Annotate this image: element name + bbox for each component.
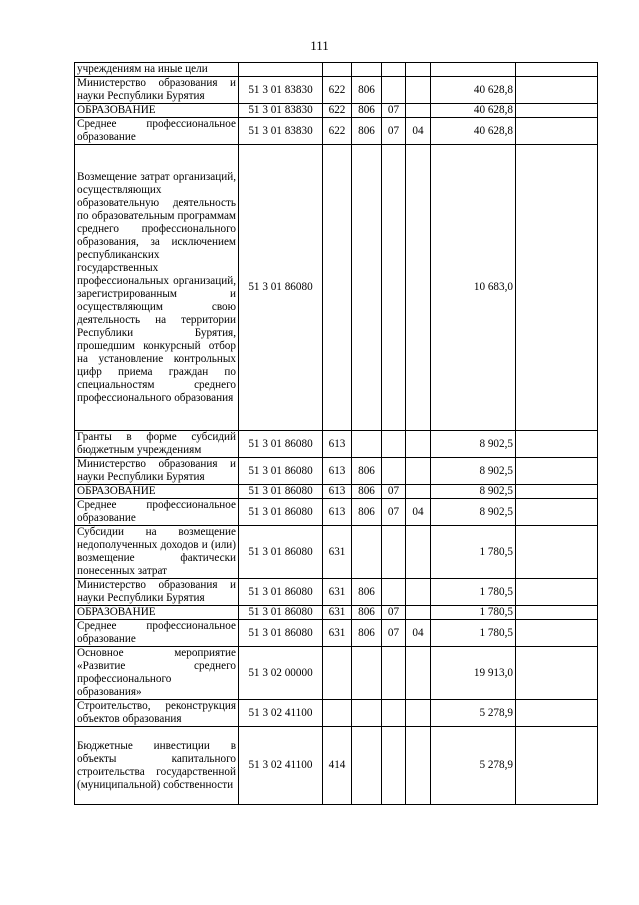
target-article-code-cell: 51 3 01 86080	[239, 499, 323, 526]
amount-cell: 8 902,5	[431, 458, 516, 485]
subsection-code-cell	[406, 485, 431, 499]
amount-cell: 10 683,0	[431, 145, 516, 431]
extra-cell	[516, 145, 598, 431]
expense-type-cell: 613	[323, 431, 352, 458]
subsection-code-cell	[406, 145, 431, 431]
table-row	[75, 118, 598, 145]
expense-type-cell	[323, 700, 352, 727]
subsection-code-cell	[406, 77, 431, 104]
ministry-code-cell	[352, 700, 382, 727]
subsection-code-cell	[406, 458, 431, 485]
row-name-cell: учреждениям на иные цели	[75, 63, 239, 77]
ministry-code-cell: 806	[352, 620, 382, 647]
extra-cell	[516, 485, 598, 499]
expense-type-cell: 613	[323, 485, 352, 499]
table-row	[75, 458, 598, 485]
ministry-code-cell	[352, 647, 382, 700]
subsection-code-cell	[406, 606, 431, 620]
amount-cell: 1 780,5	[431, 606, 516, 620]
table-row	[75, 579, 598, 606]
target-article-code-cell: 51 3 01 83830	[239, 118, 323, 145]
row-name-cell: Субсидии на возмещение недополученных доходов и (или) возмещение фактически понесенных затрат	[75, 526, 239, 579]
ministry-code-cell: 806	[352, 579, 382, 606]
section-code-cell	[382, 579, 406, 606]
amount-cell: 40 628,8	[431, 118, 516, 145]
row-name-cell: Бюджетные инвестиции в объекты капитального строительства государственной (муниципальной) собственности	[75, 727, 239, 805]
extra-cell	[516, 606, 598, 620]
extra-cell	[516, 620, 598, 647]
subsection-code-cell	[406, 431, 431, 458]
extra-cell	[516, 526, 598, 579]
ministry-code-cell: 806	[352, 458, 382, 485]
ministry-code-cell: 806	[352, 118, 382, 145]
table-row	[75, 77, 598, 104]
target-article-code-cell: 51 3 01 83830	[239, 77, 323, 104]
extra-cell	[516, 431, 598, 458]
expense-type-cell: 631	[323, 579, 352, 606]
row-name-cell: Министерство образования и науки Республики Бурятия	[75, 77, 239, 104]
expense-type-cell: 631	[323, 606, 352, 620]
section-code-cell	[382, 458, 406, 485]
amount-cell: 8 902,5	[431, 485, 516, 499]
target-article-code-cell: 51 3 01 86080	[239, 606, 323, 620]
extra-cell	[516, 77, 598, 104]
target-article-code-cell: 51 3 01 86080	[239, 620, 323, 647]
expense-type-cell: 631	[323, 620, 352, 647]
expense-type-cell: 631	[323, 526, 352, 579]
ministry-code-cell	[352, 526, 382, 579]
table-row	[75, 700, 598, 727]
table-row	[75, 620, 598, 647]
expense-type-cell: 414	[323, 727, 352, 805]
subsection-code-cell	[406, 63, 431, 77]
target-article-code-cell: 51 3 02 00000	[239, 647, 323, 700]
extra-cell	[516, 458, 598, 485]
ministry-code-cell: 806	[352, 606, 382, 620]
table-row	[75, 647, 598, 700]
target-article-code-cell: 51 3 02 41100	[239, 727, 323, 805]
extra-cell	[516, 104, 598, 118]
row-name-cell: Среднее профессиональное образование	[75, 499, 239, 526]
section-code-cell: 07	[382, 499, 406, 526]
section-code-cell: 07	[382, 620, 406, 647]
row-name-cell: Среднее профессиональное образование	[75, 620, 239, 647]
target-article-code-cell: 51 3 01 86080	[239, 485, 323, 499]
table-row	[75, 499, 598, 526]
section-code-cell: 07	[382, 118, 406, 145]
page-number: 111	[310, 38, 329, 53]
section-code-cell	[382, 700, 406, 727]
subsection-code-cell	[406, 647, 431, 700]
extra-cell	[516, 63, 598, 77]
subsection-code-cell: 04	[406, 499, 431, 526]
target-article-code-cell: 51 3 01 86080	[239, 458, 323, 485]
extra-cell	[516, 647, 598, 700]
ministry-code-cell	[352, 727, 382, 805]
ministry-code-cell	[352, 145, 382, 431]
subsection-code-cell: 04	[406, 118, 431, 145]
amount-cell: 40 628,8	[431, 104, 516, 118]
extra-cell	[516, 579, 598, 606]
subsection-code-cell	[406, 104, 431, 118]
table-row	[75, 104, 598, 118]
section-code-cell	[382, 647, 406, 700]
extra-cell	[516, 499, 598, 526]
table-row	[75, 526, 598, 579]
section-code-cell	[382, 526, 406, 579]
table-row	[75, 431, 598, 458]
expense-type-cell	[323, 145, 352, 431]
subsection-code-cell	[406, 579, 431, 606]
row-name-cell: Министерство образования и науки Республики Бурятия	[75, 458, 239, 485]
row-name-cell: Министерство образования и науки Республики Бурятия	[75, 579, 239, 606]
section-code-cell	[382, 431, 406, 458]
expense-type-cell: 622	[323, 77, 352, 104]
expense-type-cell	[323, 63, 352, 77]
expense-type-cell: 622	[323, 104, 352, 118]
expense-type-cell	[323, 647, 352, 700]
section-code-cell	[382, 727, 406, 805]
amount-cell: 1 780,5	[431, 620, 516, 647]
target-article-code-cell	[239, 63, 323, 77]
ministry-code-cell: 806	[352, 499, 382, 526]
budget-table	[74, 62, 598, 805]
row-name-cell: Основное мероприятие «Развитие среднего профессионального образования»	[75, 647, 239, 700]
extra-cell	[516, 118, 598, 145]
amount-cell: 1 780,5	[431, 526, 516, 579]
amount-cell: 5 278,9	[431, 700, 516, 727]
subsection-code-cell: 04	[406, 620, 431, 647]
extra-cell	[516, 727, 598, 805]
ministry-code-cell	[352, 431, 382, 458]
subsection-code-cell	[406, 727, 431, 805]
target-article-code-cell: 51 3 01 86080	[239, 431, 323, 458]
row-name-cell: ОБРАЗОВАНИЕ	[75, 104, 239, 118]
section-code-cell: 07	[382, 485, 406, 499]
section-code-cell: 07	[382, 606, 406, 620]
target-article-code-cell: 51 3 01 86080	[239, 526, 323, 579]
ministry-code-cell	[352, 63, 382, 77]
amount-cell: 5 278,9	[431, 727, 516, 805]
amount-cell: 8 902,5	[431, 431, 516, 458]
amount-cell: 19 913,0	[431, 647, 516, 700]
row-name-cell: Возмещение затрат организаций, осуществляющих образовательную деятельность по образовательным программам среднего профессионального образования, за исключением республиканских государственных профессиональных организаций, зарегистрированным и осуществляющим свою деятельность на территории Республики Бурятия, прошедшим конкурсный отбор на установление контрольных цифр приема граждан по специальностям среднего профессионального образования	[75, 145, 239, 431]
amount-cell: 8 902,5	[431, 499, 516, 526]
table-body	[75, 63, 598, 805]
target-article-code-cell: 51 3 02 41100	[239, 700, 323, 727]
section-code-cell	[382, 63, 406, 77]
expense-type-cell: 622	[323, 118, 352, 145]
ministry-code-cell: 806	[352, 77, 382, 104]
row-name-cell: ОБРАЗОВАНИЕ	[75, 485, 239, 499]
ministry-code-cell: 806	[352, 104, 382, 118]
expense-type-cell: 613	[323, 499, 352, 526]
section-code-cell: 07	[382, 104, 406, 118]
table-row	[75, 606, 598, 620]
target-article-code-cell: 51 3 01 86080	[239, 579, 323, 606]
row-name-cell: Среднее профессиональное образование	[75, 118, 239, 145]
extra-cell	[516, 700, 598, 727]
table-row	[75, 727, 598, 805]
expense-type-cell: 613	[323, 458, 352, 485]
section-code-cell	[382, 145, 406, 431]
ministry-code-cell: 806	[352, 485, 382, 499]
table-row	[75, 485, 598, 499]
row-name-cell: Строительство, реконструкция объектов образования	[75, 700, 239, 727]
amount-cell: 40 628,8	[431, 77, 516, 104]
section-code-cell	[382, 77, 406, 104]
table-row	[75, 145, 598, 431]
target-article-code-cell: 51 3 01 83830	[239, 104, 323, 118]
target-article-code-cell: 51 3 01 86080	[239, 145, 323, 431]
table-row	[75, 63, 598, 77]
row-name-cell: Гранты в форме субсидий бюджетным учреждениям	[75, 431, 239, 458]
subsection-code-cell	[406, 526, 431, 579]
amount-cell	[431, 63, 516, 77]
subsection-code-cell	[406, 700, 431, 727]
row-name-cell: ОБРАЗОВАНИЕ	[75, 606, 239, 620]
amount-cell: 1 780,5	[431, 579, 516, 606]
